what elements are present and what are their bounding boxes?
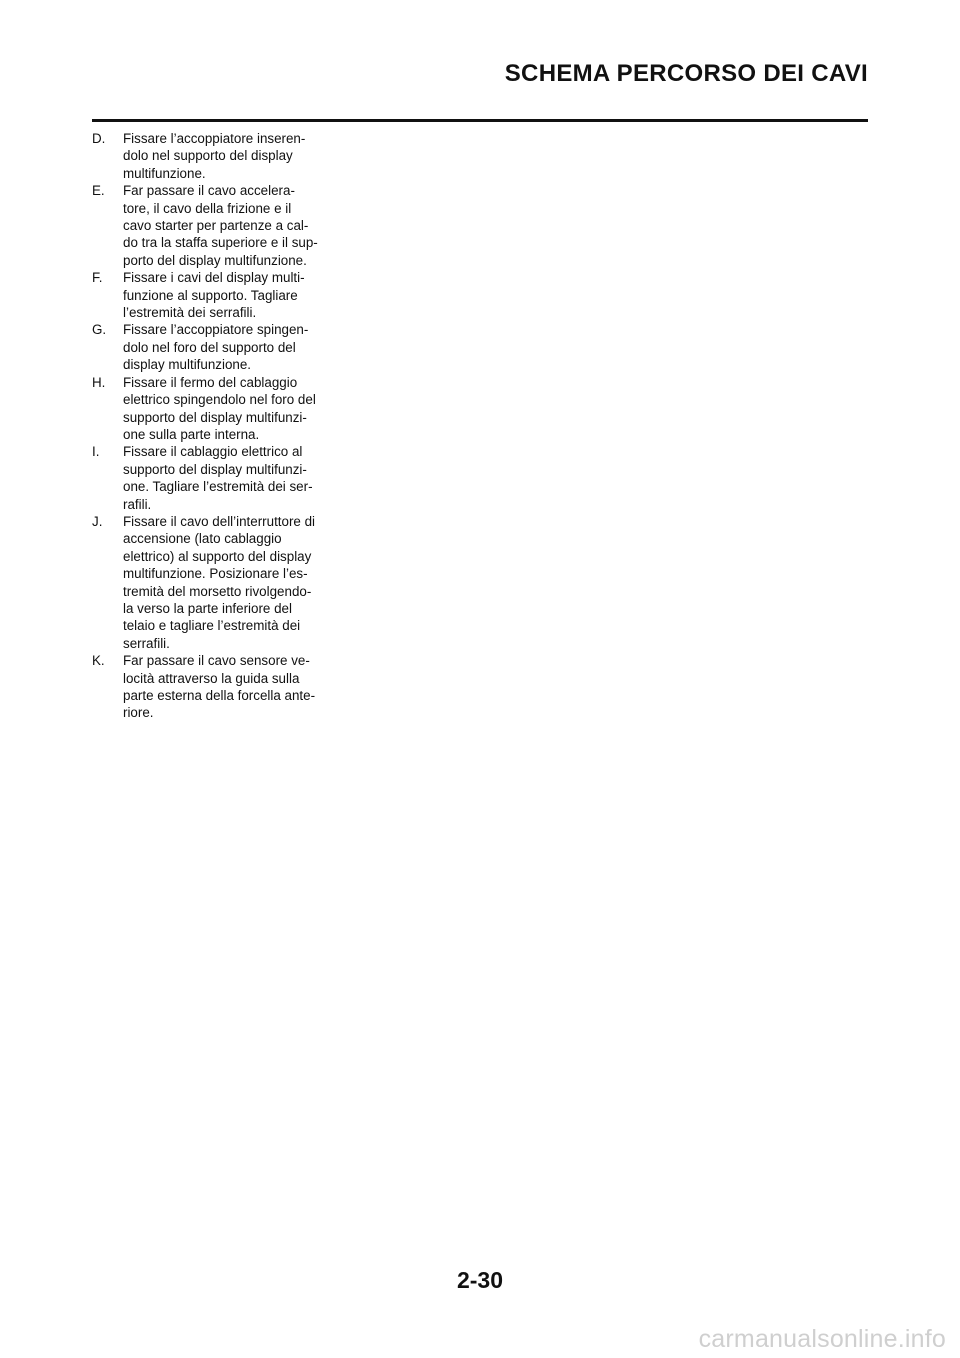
step-text [123,443,342,513]
step-text-line: Fissare il fermo del cablaggio [123,374,298,390]
step-text [123,513,342,652]
step-text-line: riore. [123,705,154,721]
header-rule [92,119,868,122]
procedure-step [92,269,342,321]
step-letter: G. [92,322,107,338]
step-text-line: Fissare l’accoppiatore spingen- [123,322,309,338]
procedure-step [92,443,342,513]
step-text-line: la verso la parte inferiore del [123,600,292,616]
step-text [123,652,342,722]
step-letter: I. [92,444,100,460]
step-text-line: porto del display multifunzione. [123,252,307,268]
step-text-line: Fissare l’accoppiatore inseren- [123,131,306,146]
step-text-line: one. Tagliare l’estremità dei ser- [123,479,313,495]
step-text-line: Fissare i cavi del display multi- [123,270,305,286]
step-text [123,182,342,269]
step-text-line: serrafili. [123,635,170,651]
step-letter: E. [92,183,105,199]
step-text-line: supporto del display multifunzi- [123,461,307,477]
step-text-line: parte esterna della forcella ante- [123,688,316,703]
step-text [123,130,342,182]
step-text-line: telaio e tagliare l’estremità dei [123,618,301,634]
step-text-line: Far passare il cavo accelera- [123,183,295,199]
step-text-line: elettrico spingendolo nel foro del [123,392,316,408]
page-number: 2-30 [456,1267,504,1293]
procedure-step [92,374,342,444]
step-letter: D. [92,131,106,146]
step-text [123,321,342,373]
step-text-line: multifunzione. Posizionare l’es- [123,566,308,582]
step-text-line: Fissare il cablaggio elettrico al [123,444,303,460]
procedure-step [92,130,342,182]
step-text-line: funzione al supporto. Tagliare [123,287,298,303]
page-title: SCHEMA PERCORSO DEI CAVI [504,60,868,87]
procedure-steps [92,130,342,722]
step-letter: K. [92,653,105,669]
step-text [123,269,342,321]
step-text-line: tore, il cavo della frizione e il [123,200,292,216]
step-text-line: Fissare il cavo dell’interruttore di [123,513,316,529]
step-text-line: tremità del morsetto rivolgendo- [123,583,312,599]
procedure-step [92,513,342,652]
procedure-step [92,182,342,269]
step-text-line: display multifunzione. [123,357,252,373]
step-text-line: dolo nel supporto del display [123,148,293,164]
step-text-line: l’estremità dei serrafili. [123,305,257,321]
page-header [92,56,868,122]
procedure-step [92,652,342,722]
watermark: carmanualsonline.info [698,1325,946,1353]
step-letter: J. [92,513,103,529]
step-text-line: supporto del display multifunzi- [123,409,307,425]
step-text-line: Far passare il cavo sensore ve- [123,653,310,669]
step-text-line: locità attraverso la guida sulla [123,670,300,686]
step-letter: H. [92,374,106,390]
step-text-line: multifunzione. [123,165,206,181]
step-text-line: one sulla parte interna. [123,426,260,442]
step-text-line: accensione (lato cablaggio [123,531,282,547]
step-text-line: rafili. [123,496,152,512]
step-letter: F. [92,270,103,286]
step-text-line: cavo starter per partenze a cal- [123,218,309,234]
procedure-step [92,321,342,373]
step-text-line: elettrico) al supporto del display [123,548,312,564]
step-text [123,374,342,444]
step-text-line: do tra la staffa superiore e il sup- [123,235,318,251]
step-text-line: dolo nel foro del supporto del [123,339,296,355]
